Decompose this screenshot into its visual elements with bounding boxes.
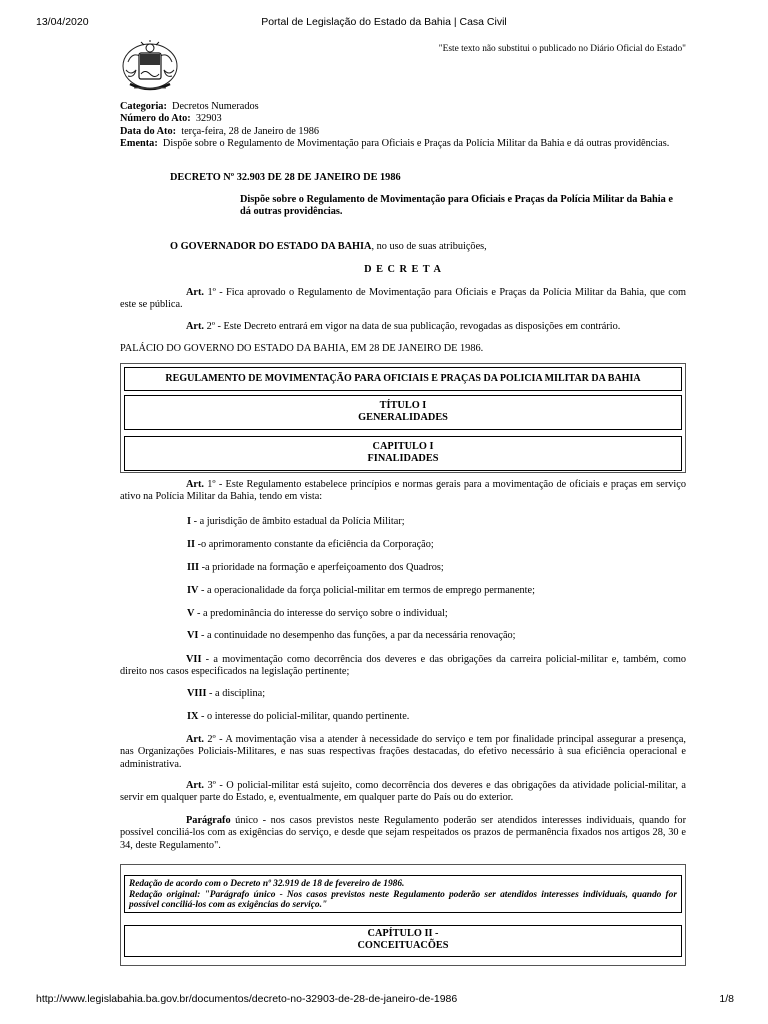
reg-art1: [120, 479, 686, 504]
reg-art1-text: - Este Regulamento estabelece princípios e normas gerais para a movimentação de oficiais e praças em serviço ativo na Polícia Militar da Bahia, tendo em vista:: [120, 479, 686, 503]
print-page-title: Portal de Legislação do Estado da Bahia | Casa Civil: [261, 16, 507, 28]
palacio-line: PALÁCIO DO GOVERNO DO ESTADO DA BAHIA, EM 28 DE JANEIRO DE 1986.: [120, 343, 484, 354]
reg-art2-label: Art.: [186, 734, 208, 745]
official-notice: "Este texto não substitui o publicado no Diário Oficial do Estado": [438, 44, 686, 54]
decree-art1-num: 1º: [207, 287, 216, 298]
decree-art2-label: Art.: [186, 321, 207, 332]
reg-item-viii: [120, 688, 686, 700]
meta-ementa: [120, 138, 686, 150]
decree-art1: [120, 287, 686, 312]
decree-art2: [120, 321, 686, 333]
reg-item-vi: [120, 630, 686, 642]
meta-categoria: [120, 101, 686, 113]
reg-item-iv-text: - a operacionalidade da força policial-militar em termos de emprego permanente;: [198, 585, 535, 596]
reg-item-ix-text: - o interesse do policial-militar, quando pertinente.: [198, 711, 410, 722]
reg-item-iii: [120, 562, 686, 574]
capitulo-i-box: [124, 436, 682, 471]
reg-item-ii-text: -o aprimoramento constante da eficiência da Corporação;: [195, 539, 434, 550]
regulamento-heading-box: [120, 363, 686, 473]
meta-ementa-label: Ementa:: [120, 138, 158, 150]
bahia-coat-of-arms-icon: [120, 40, 180, 96]
print-url: http://www.legislabahia.ba.gov.br/documentos/decreto-no-32903-de-28-de-janeiro-de-1986: [36, 993, 458, 1005]
capitulo-i-finalidades: FINALIDADES: [367, 453, 439, 465]
reg-art3: [120, 780, 686, 805]
meta-data-label: Data do Ato:: [120, 125, 177, 137]
decree-art1-label: Art.: [186, 287, 208, 298]
print-footer: [0, 993, 768, 1007]
titulo-i-box: [124, 395, 682, 430]
reg-art2-num: 2º: [207, 734, 216, 745]
decree-ementa: Dispõe sobre o Regulamento de Movimentação para Oficiais e Praças da Polícia Militar da Bahia e dá outras providências.: [240, 194, 673, 218]
reg-item-i-text: - a jurisdição de âmbito estadual da Polícia Militar;: [191, 516, 405, 527]
reg-item-ix: [120, 711, 686, 723]
reg-art3-label: Art.: [186, 780, 208, 791]
reg-item-vii-num: VII: [186, 654, 202, 665]
reg-paragrafo-unico: [120, 815, 686, 852]
decree-art2-num: 2º: [206, 321, 215, 332]
reg-item-viii-num: VIII: [187, 688, 207, 699]
paragrafo-text: único - nos casos previstos neste Regulamento poderão ser atendidos interesses individuais, quando for possível conciliá-los com as exigências do serviço, e desde que sejam respeitados os prazos de permanência fixados nos artigos 28, 30 e 34, deste Regulamento".: [120, 815, 686, 851]
print-header: [0, 16, 768, 30]
reg-art3-text: - O policial-militar está sujeito, como decorrência dos deveres e das obrigações da atividade policial-militar, a servir em qualquer parte do Estado, e, eventualmente, em qualquer parte do País ou do exterior.: [120, 780, 686, 804]
reg-item-ii: [120, 539, 686, 551]
titulo-generalidades: GENERALIDADES: [358, 412, 448, 424]
reg-item-i-num: I: [187, 516, 192, 527]
capitulo-i: CAPITULO I: [372, 441, 434, 452]
meta-categoria-label: Categoria:: [120, 101, 167, 112]
reg-item-viii-text: - a disciplina;: [206, 688, 266, 699]
decree-art1-text: - Fica aprovado o Regulamento de Movimentação para Oficiais e Praças da Polícia Militar da Bahia, que com este se pública.: [120, 287, 686, 311]
reg-art2-text: - A movimentação visa a atender à necessidade do serviço e tem por finalidade principal assegurar a presença, nas Organizações Policiais-Militares, e nas suas respectivas frações destacadas, do efetivo necessário à sua eficiência operacional e administrativa.: [120, 734, 686, 770]
reg-art1-label: Art.: [186, 479, 208, 490]
governor-rest: , no uso de suas atribuições,: [371, 241, 487, 252]
reg-item-ii-num: II: [187, 539, 196, 550]
print-page-count: 1/8: [719, 993, 734, 1005]
reg-item-iii-text: -a prioridade na formação e aperfeiçoamento dos Quadros;: [199, 562, 444, 573]
reg-item-i: [120, 516, 686, 528]
capitulo-ii-conceituacoes: CONCEITUACÕES: [357, 940, 449, 952]
governor-title: O GOVERNADOR DO ESTADO DA BAHIA: [170, 241, 372, 252]
capitulo-ii: CAPÍTULO II -: [367, 928, 439, 939]
meta-data: [120, 126, 686, 138]
decree-title: DECRETO Nº 32.903 DE 28 DE JANEIRO DE 1986: [170, 172, 401, 183]
reg-item-ix-num: IX: [187, 711, 199, 722]
reg-item-vii: [120, 654, 686, 679]
decreta-heading: D E C R E T A: [364, 264, 442, 275]
redacao-box: [120, 864, 686, 966]
titulo-i: TÍTULO I: [379, 400, 427, 411]
reg-art3-num: 3º: [207, 780, 216, 791]
meta-numero-value: 32903: [195, 113, 222, 125]
reg-art1-num: 1º: [207, 479, 216, 490]
reg-item-v-text: - a predominância do interesse do serviço sobre o individual;: [194, 608, 448, 619]
regulamento-heading: REGULAMENTO DE MOVIMENTAÇÃO PARA OFICIAIS E PRAÇAS DA POLICIA MILITAR DA BAHIA: [124, 367, 682, 391]
meta-numero-label: Número do Ato:: [120, 113, 191, 125]
print-date: 13/04/2020: [36, 16, 89, 28]
act-metadata: [120, 101, 686, 151]
reg-item-iv: [120, 585, 686, 597]
reg-item-vi-num: VI: [187, 630, 199, 641]
reg-art2: [120, 734, 686, 771]
reg-item-v-num: V: [187, 608, 195, 619]
capitulo-ii-box: [124, 925, 682, 957]
reg-item-iii-num: III: [187, 562, 200, 573]
meta-numero: [120, 113, 686, 125]
governor-preamble: [120, 241, 686, 253]
redacao-line1: Redação de acordo com o Decreto nº 32.919 de 18 de fevereiro de 1986.: [129, 879, 405, 889]
redacao-line2: Redação original: "Parágrafo único - Nos casos previstos neste Regulamento poderão ser atendidos interesses individuais, quando for possível conciliá-los com as exigências do serviço.": [129, 889, 677, 910]
reg-item-vii-text: - a movimentação como decorrência dos deveres e das obrigações da carreira policial-militar e, também, como direito nos casos especificados na legislação pertinente;: [120, 654, 686, 678]
meta-ementa-value: Dispõe sobre o Regulamento de Movimentação para Oficiais e Praças da Polícia Militar da Bahia e dá outras providências.: [162, 138, 670, 150]
reg-item-v: [120, 608, 686, 620]
paragrafo-label: Parágrafo: [186, 815, 231, 826]
decree-art2-text: - Este Decreto entrará em vigor na data de sua publicação, revogadas as disposições em contrário.: [214, 321, 621, 332]
reg-item-iv-num: IV: [187, 585, 199, 596]
meta-data-value: terça-feira, 28 de Janeiro de 1986: [181, 125, 320, 137]
meta-categoria-value: Decretos Numerados: [172, 101, 259, 112]
reg-item-vi-text: - a continuidade no desempenho das funções, a par da necessária renovação;: [198, 630, 516, 641]
redacao-note: [124, 875, 682, 913]
